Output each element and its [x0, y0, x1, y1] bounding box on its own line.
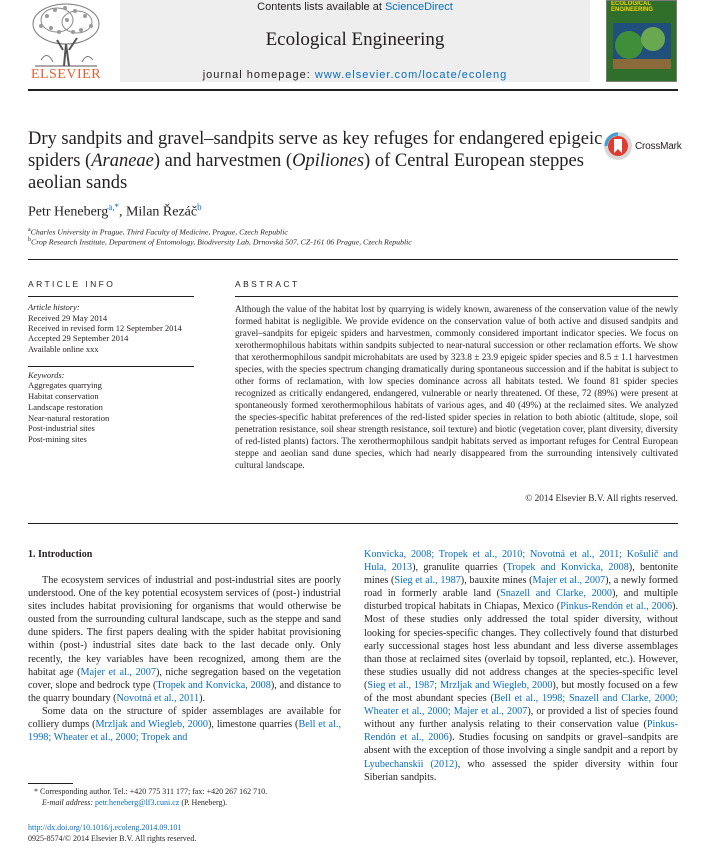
- header-rule: [28, 89, 678, 91]
- text-run: Some data on the structure of spider assemblages are available for colliery dumps (: [28, 705, 341, 731]
- article-info-caption: ARTICLE INFO: [28, 279, 116, 289]
- body-left-column: [28, 574, 341, 744]
- article-info-rule: [28, 296, 194, 297]
- text-run: , who assessed the spider diversity within four Siberian sandpits.: [364, 758, 678, 783]
- author-heneberg[interactable]: Petr Heneberg: [28, 204, 109, 220]
- text-run: ), and distance to the quarry boundary (: [28, 679, 342, 704]
- keyword-item: Near-natural restoration: [28, 413, 110, 423]
- received-date: Received 29 May 2014: [28, 313, 108, 323]
- corresponding-text: Corresponding author. Tel.: +420 775 311 177; fax: +420 267 162 710.: [40, 787, 268, 796]
- keyword-item: Aggregates quarrying: [28, 380, 102, 390]
- affiliation-a: [28, 227, 288, 237]
- title-italic-araneae: Araneae: [91, 151, 154, 171]
- body-right-column: [364, 548, 678, 784]
- title-part1: Dry sandpits and gravel–sandpits serve as key refuges for endangered epigeic spiders (: [28, 129, 603, 171]
- keywords-label: Keywords:: [28, 370, 65, 380]
- text-run: ), bentonite mines (: [364, 562, 678, 587]
- title-italic-opiliones: Opiliones: [292, 151, 365, 171]
- keyword-item: Post-industrial sites: [28, 423, 95, 433]
- cover-title-line2: ENGINEERING: [611, 7, 654, 13]
- citation-link[interactable]: Pinkus-Rendón et al., 2006: [560, 601, 673, 613]
- journal-homepage-line: [120, 69, 590, 81]
- text-run: ), and multiple disturbed tropical habitats in Chiapas, Mexico (: [364, 588, 678, 613]
- introduction-heading: 1. Introduction: [28, 549, 93, 560]
- email-note: [42, 798, 227, 807]
- keywords-rule: [28, 366, 194, 367]
- citation-link[interactable]: Tropek and Konvicka, 2008: [156, 679, 271, 691]
- citation-link[interactable]: Tropek and Konvicka, 2008: [506, 562, 629, 574]
- email-link[interactable]: petr.heneberg@lf3.cuni.cz: [95, 798, 180, 807]
- online-date: Available online xxx: [28, 344, 99, 354]
- citation-link[interactable]: Sieg et al., 1987: [394, 575, 461, 587]
- corresponding-author-note: [34, 787, 267, 796]
- intro-paragraph-1: [28, 574, 341, 705]
- abstract-bottom-rule: [28, 523, 678, 524]
- affiliation-a-text: Charles University in Prague, Third Faculty of Medicine, Prague, Czech Republic: [30, 227, 288, 237]
- abstract-copyright: © 2014 Elsevier B.V. All rights reserved.: [525, 494, 678, 504]
- text-run: The ecosystem services of industrial and post-industrial sites are poorly understood. One of the key potential ecosystem services of (post-) industrial sites includes habitat provisioning for organisms that would otherwise be ousted from the surrounding cultural landscape, such as the steppe and sand dune spiders. The first papers dealing with the spider habitat provisioning within (post-) industrial sites date back to the last decade only. Only recently, the key variables have been recognized, among them are the habitat age (: [28, 575, 341, 678]
- journal-cover-image: [606, 0, 677, 82]
- doi-link[interactable]: http://dx.doi.org/10.1016/j.ecoleng.2014.09.101: [28, 823, 182, 832]
- keyword-item: Post-mining sites: [28, 434, 87, 444]
- contents-line: [120, 1, 590, 13]
- footnote-mark: *: [34, 787, 38, 796]
- affiliation-a-mark: a: [28, 227, 31, 233]
- text-run: ), or provided a list of species found without any further analysis relating to their conservation value (: [364, 706, 678, 731]
- citation-link[interactable]: Majer et al., 2007: [532, 575, 606, 587]
- affiliation-b: [28, 237, 412, 247]
- citation-link[interactable]: Pinkus-Rendón et al., 2006: [364, 719, 678, 744]
- text-run: ), niche segregation based on the vegetation cover, slope and bedrock type (: [28, 666, 341, 691]
- citation-link[interactable]: Snazell and Clarke, 2000: [500, 588, 612, 600]
- author-separator: ,: [118, 204, 126, 220]
- crossmark-icon[interactable]: [603, 131, 633, 166]
- elsevier-wordmark: ELSEVIER: [30, 67, 102, 82]
- citation-link[interactable]: Novotná et al., 2011: [116, 692, 200, 704]
- title-bottom-rule: [28, 259, 678, 260]
- sciencedirect-link[interactable]: ScienceDirect: [384, 1, 453, 13]
- keyword-item: Habitat conservation: [28, 391, 99, 401]
- author-rezac-affil[interactable]: b: [197, 202, 202, 212]
- cover-title-line1: ECOLOGICAL: [611, 1, 651, 7]
- journal-name: Ecological Engineering: [265, 29, 445, 50]
- accepted-date: Accepted 29 September 2014: [28, 333, 129, 343]
- title-part2: ) and harvestmen (: [153, 151, 293, 171]
- contents-prefix: Contents lists available at: [257, 1, 385, 13]
- intro-paragraph-2-continued: [364, 548, 678, 784]
- text-run: ), a newly formed road in formerly arable land (: [364, 575, 679, 600]
- text-run: ), but mostly focused on a few of the most abundant species (: [364, 679, 678, 705]
- affiliation-b-mark: b: [28, 237, 31, 243]
- abstract-rule: [235, 296, 678, 297]
- citation-link[interactable]: Bell et al., 1998; Snazell and Clarke, 2000; Wheater et al., 2000; Majer et al., 2007: [364, 693, 678, 718]
- author-rezac[interactable]: Milan Řezáč: [125, 204, 198, 220]
- text-run: ). Studies focusing on sandpits or gravel–sandpits are absent with the exception of those involving a single sandpit and a report by: [364, 732, 678, 757]
- text-run: ), limestone quarries (: [207, 719, 299, 731]
- crossmark-label[interactable]: CrossMark: [635, 141, 682, 152]
- text-run: ). Most of these studies only addressed the total spider diversity, without looking for species-specific changes. They collectively found that disturbed early successional stages host less abundant and less diverse assemblages than those at reclaimed sites (overlaid by topsoil, replanted, etc.). However, these studies usually did not address changes at the species-specific level (: [364, 601, 678, 691]
- issn-line: 0925-8574/© 2014 Elsevier B.V. All rights reserved.: [28, 834, 197, 843]
- citation-link[interactable]: Mrzljak and Wiegleb, 2000: [95, 719, 208, 731]
- citation-link[interactable]: Majer et al., 2007: [80, 666, 156, 678]
- author-list: [28, 202, 202, 221]
- title-part3: ) of Central European steppes aeolian sands: [28, 151, 584, 193]
- text-run: ).: [199, 692, 206, 704]
- footnote-rule: [28, 783, 73, 784]
- article-title: [28, 128, 608, 194]
- revised-date: Received in revised form 12 September 2014: [28, 323, 182, 333]
- abstract-text: Although the value of the habitat lost by quarrying is widely known, awareness of the conservation value of the newly formed habitat is negligible. We provide evidence on the conservation value of both active and disused sandpits and gravel–sandpits for epigeic spiders and harvestmen, commonly considered important indicator species. We focus on xerothermophilous habitats within sandpits subjected to near-natural succession or other reclamation efforts. We show that xerothermophilous sandpit microhabitats are used by 323.8 ± 23.9 epigeic spider species and 8.5 ± 1.1 harvestmen species, with the species spectrum changing dramatically during spontaneous succession and if the habitat is subject to other forms of reclamation, with low species dominance across all habitats tested. We found 81 spider species recognized as critically endangered, endangered, vulnerable or nearly threatened. Of these, 72 (89%) were present at spontaneously formed xerothermophilous habitats of various ages, and 40 (49%) at the reclaimed sites. We analyzed the species-specific habitat preferences of the red-listed spider species in relation to both abiotic (altitude, slope, soil penetration resistance, soil shear strength resistance, soil texture) and biotic (vegetation cover, plant diversity, diversity of red-listed plants) factors. The xerothermophilous sandpit habitats served as important refuges for Central European steppe and aeolian sand dune species, which had nearly disappeared from the surrounding intensively cultivated cultural landscape.: [235, 305, 678, 471]
- text-run: ), bauxite mines (: [460, 575, 533, 587]
- keyword-item: Landscape restoration: [28, 402, 103, 412]
- journal-homepage-link[interactable]: www.elsevier.com/locate/ecoleng: [314, 69, 508, 81]
- homepage-prefix: journal homepage:: [202, 69, 315, 81]
- email-suffix: (P. Heneberg).: [179, 798, 228, 807]
- article-history-label: Article history:: [28, 302, 80, 312]
- abstract-caption: ABSTRACT: [235, 279, 300, 289]
- citation-link[interactable]: Bell et al., 1998; Wheater et al., 2000; Tropek and: [28, 719, 342, 744]
- cover-title: [611, 1, 653, 13]
- citation-link[interactable]: Konvicka, 2008; Tropek et al., 2010; Novotná et al., 2011; Košulič and Hula, 2013: [364, 549, 678, 574]
- text-run: ), granulite quarries (: [412, 562, 507, 574]
- citation-link[interactable]: Lyubechanskii (2012): [364, 758, 458, 770]
- author-heneberg-affil[interactable]: a,*: [108, 202, 119, 212]
- affiliation-b-text: Crop Research Institute, Department of Entomology, Biodiversity Lab, Drnovská 507, CZ-161 06 Prague, Czech Republic: [31, 237, 412, 247]
- intro-paragraph-2: [28, 705, 341, 744]
- journal-header-band: [120, 0, 590, 82]
- citation-link[interactable]: Sieg et al., 1987; Mrzljak and Wiegleb, 2000: [367, 679, 553, 691]
- email-label: E-mail address:: [42, 798, 96, 807]
